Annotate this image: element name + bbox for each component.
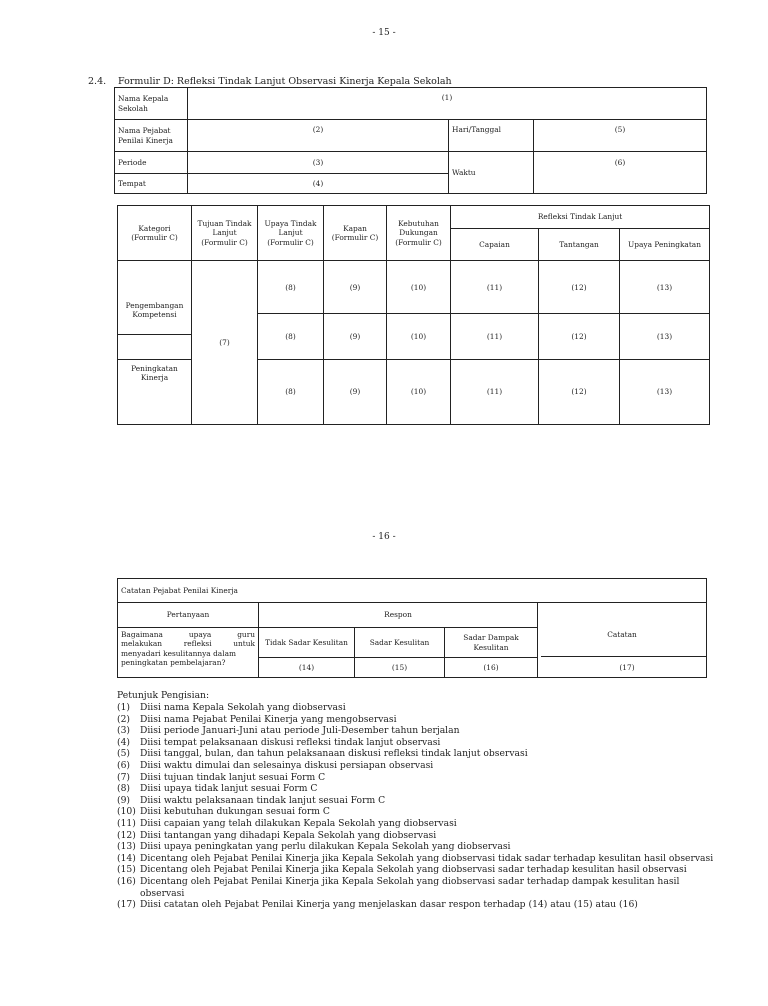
row3-upaya[interactable]: (8) xyxy=(258,360,324,425)
instruction-text: Diisi upaya peningkatan yang perlu dilakukan Kepala Sekolah yang diobservasi xyxy=(140,841,511,853)
instruction-number: (1) xyxy=(117,702,131,713)
instruction-text: Diisi waktu pelaksanaan tindak lanjut sesuai Form C xyxy=(140,794,386,806)
row3-kapan[interactable]: (9) xyxy=(324,360,387,425)
row3-upaya-peningkatan[interactable]: (13) xyxy=(620,360,710,425)
header-kategori: Kategori (Formulir C) xyxy=(118,206,192,261)
periode-label: Periode xyxy=(115,152,188,174)
row2-upaya-peningkatan[interactable]: (13) xyxy=(620,314,710,360)
reflection-table xyxy=(117,205,710,425)
instruction-text: Diisi tujuan tindak lanjut sesuai Form C xyxy=(140,771,326,783)
question-line-3: menyadari kesulitannya dalam xyxy=(121,648,236,658)
instruction-text: Diisi waktu dimulai dan selesainya diskusi persiapan observasi xyxy=(140,759,434,771)
instruction-item xyxy=(117,714,717,726)
instruction-text: Dicentang oleh Pejabat Penilai Kinerja jika Kepala Sekolah yang diobservasi tidak sadar terhadap kesulitan hasil observasi xyxy=(140,852,714,864)
instruction-text: Diisi periode Januari-Juni atau periode Juli-Desember tahun berjalan xyxy=(140,725,460,737)
identity-table xyxy=(114,87,707,194)
instruction-number: (7) xyxy=(117,771,131,783)
catatan-header-label: Catatan xyxy=(607,630,637,639)
instruction-number: (2) xyxy=(117,713,131,725)
tempat-value[interactable]: (4) xyxy=(188,174,449,194)
nama-pejabat-value[interactable]: (2) xyxy=(188,120,449,152)
row3-tantangan[interactable]: (12) xyxy=(539,360,620,425)
instruction-number: (5) xyxy=(117,748,131,760)
row1-kapan[interactable]: (9) xyxy=(324,261,387,314)
catatan-title: Catatan Pejabat Penilai Kinerja xyxy=(118,579,707,603)
nama-pejabat-label: Nama Pejabat Penilai Kinerja xyxy=(115,120,188,152)
question-cell xyxy=(118,628,259,678)
header-upaya-peningkatan: Upaya Peningkatan xyxy=(620,229,710,261)
row1-tantangan[interactable]: (12) xyxy=(539,261,620,314)
instruction-text: Diisi kebutuhan dukungan sesuai form C xyxy=(140,806,330,818)
instruction-item xyxy=(117,702,717,714)
hari-tanggal-value[interactable]: (5) xyxy=(534,120,707,152)
catatan-value[interactable]: (17) xyxy=(619,663,635,672)
instruction-item xyxy=(117,876,717,899)
header-refleksi: Refleksi Tindak Lanjut xyxy=(451,206,710,229)
checkbox-16[interactable]: (16) xyxy=(445,658,538,678)
row2-capaian[interactable]: (11) xyxy=(451,314,539,360)
category-peningkatan: Peningkatan Kinerja xyxy=(118,360,192,425)
nama-kepala-label: Nama Kepala Sekolah xyxy=(115,88,188,120)
row1-capaian[interactable]: (11) xyxy=(451,261,539,314)
waktu-value[interactable]: (6) xyxy=(534,152,707,194)
instruction-item xyxy=(117,725,717,737)
pertanyaan-header: Pertanyaan xyxy=(118,603,259,628)
question-line-1: Bagaimana upaya guru xyxy=(121,630,255,639)
header-kebutuhan: Kebutuhan Dukungan (Formulir C) xyxy=(387,206,451,261)
header-upaya: Upaya Tindak Lanjut (Formulir C) xyxy=(258,206,324,261)
row2-tantangan[interactable]: (12) xyxy=(539,314,620,360)
instruction-item xyxy=(117,748,717,760)
category-pengembangan: Pengembangan Kompetensi xyxy=(118,261,192,360)
row2-upaya[interactable]: (8) xyxy=(258,314,324,360)
header-kapan: Kapan (Formulir C) xyxy=(324,206,387,261)
catatan-divider xyxy=(541,656,706,657)
instruction-number: (11) xyxy=(117,817,136,829)
instruction-item xyxy=(117,806,717,818)
instruction-text: Diisi nama Kepala Sekolah yang diobservasi xyxy=(140,702,346,713)
instruction-number: (6) xyxy=(117,759,131,771)
page-number: - 15 - xyxy=(372,28,396,38)
instruction-number: (10) xyxy=(117,806,136,818)
instruction-item xyxy=(117,899,717,911)
instruction-number: (8) xyxy=(117,783,131,795)
row2-kapan[interactable]: (9) xyxy=(324,314,387,360)
instruction-item xyxy=(117,830,717,842)
header-capaian: Capaian xyxy=(451,229,539,261)
instruction-text: Diisi nama Pejabat Penilai Kinerja yang mengobservasi xyxy=(140,713,397,725)
category-divider xyxy=(117,334,192,335)
instruction-number: (16) xyxy=(117,875,136,887)
instruction-item xyxy=(117,853,717,865)
instruction-item xyxy=(117,783,717,795)
section-number: 2.4. xyxy=(88,76,107,87)
instruction-item xyxy=(117,841,717,853)
tempat-label: Tempat xyxy=(115,174,188,194)
instruction-item xyxy=(117,795,717,807)
instruction-list xyxy=(117,702,717,911)
instruction-number: (13) xyxy=(117,841,136,853)
nama-kepala-value[interactable]: (1) xyxy=(188,88,707,120)
question-line-2: melakukan refleksi untuk xyxy=(121,639,255,649)
instruction-item xyxy=(117,737,717,749)
checkbox-14[interactable]: (14) xyxy=(259,658,355,678)
instruction-number: (14) xyxy=(117,852,136,864)
checkbox-15[interactable]: (15) xyxy=(355,658,445,678)
petunjuk-title: Petunjuk Pengisian: xyxy=(117,690,210,701)
respon-tidak-sadar: Tidak Sadar Kesulitan xyxy=(259,628,355,658)
question-line-4: peningkatan pembelajaran? xyxy=(121,657,226,667)
instruction-text: Diisi tantangan yang dihadapi Kepala Sekolah yang diobservasi xyxy=(140,829,437,841)
row1-upaya[interactable]: (8) xyxy=(258,261,324,314)
respon-sadar: Sadar Kesulitan xyxy=(355,628,445,658)
respon-header: Respon xyxy=(259,603,538,628)
instruction-item xyxy=(117,760,717,772)
periode-value[interactable]: (3) xyxy=(188,152,449,174)
instruction-text: Dicentang oleh Pejabat Penilai Kinerja jika Kepala Sekolah yang diobservasi sadar terhadap dampak kesulitan hasil observasi xyxy=(140,875,680,899)
instruction-number: (12) xyxy=(117,829,136,841)
instruction-text: Diisi catatan oleh Pejabat Penilai Kinerja yang menjelaskan dasar respon terhadap (14) atau (15) atau (16) xyxy=(140,899,638,911)
instruction-number: (3) xyxy=(117,725,131,737)
instruction-text: Diisi capaian yang telah dilakukan Kepala Sekolah yang diobservasi xyxy=(140,817,457,829)
header-tantangan: Tantangan xyxy=(539,229,620,261)
waktu-label: Waktu xyxy=(449,152,534,194)
row2-kebutuhan[interactable]: (10) xyxy=(387,314,451,360)
instruction-number: (4) xyxy=(117,736,131,748)
tujuan-value[interactable]: (7) xyxy=(192,261,258,425)
page-number-2: - 16 - xyxy=(372,532,396,542)
instruction-text: Diisi tanggal, bulan, dan tahun pelaksanaan diskusi refleksi tindak lanjut observasi xyxy=(140,748,528,760)
instruction-item xyxy=(117,772,717,784)
header-tujuan: Tujuan Tindak Lanjut (Formulir C) xyxy=(192,206,258,261)
instruction-text: Diisi tempat pelaksanaan diskusi refleksi tindak lanjut observasi xyxy=(140,736,441,748)
row3-capaian[interactable]: (11) xyxy=(451,360,539,425)
instruction-number: (17) xyxy=(117,899,136,911)
instruction-number: (9) xyxy=(117,794,131,806)
respon-sadar-dampak: Sadar Dampak Kesulitan xyxy=(445,628,538,658)
hari-tanggal-label: Hari/Tanggal xyxy=(449,120,534,152)
row1-upaya-peningkatan[interactable]: (13) xyxy=(620,261,710,314)
instruction-item xyxy=(117,818,717,830)
instruction-item xyxy=(117,864,717,876)
instruction-text: Dicentang oleh Pejabat Penilai Kinerja jika Kepala Sekolah yang diobservasi sadar terhadap kesulitan hasil observasi xyxy=(140,864,687,876)
instruction-number: (15) xyxy=(117,864,136,876)
row3-kebutuhan[interactable]: (10) xyxy=(387,360,451,425)
row1-kebutuhan[interactable]: (10) xyxy=(387,261,451,314)
instruction-text: Diisi upaya tidak lanjut sesuai Form C xyxy=(140,783,318,795)
section-title: Formulir D: Refleksi Tindak Lanjut Observasi Kinerja Kepala Sekolah xyxy=(118,76,452,87)
